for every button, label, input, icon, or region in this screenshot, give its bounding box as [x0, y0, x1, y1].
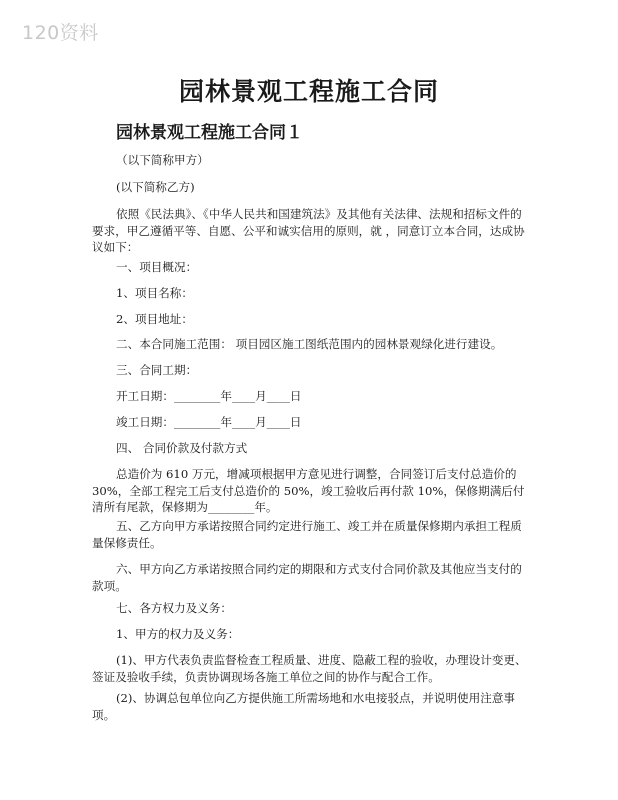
article-7-heading: 七、各方权力及义务： — [116, 601, 232, 615]
article-6-paragraph: 六、甲方向乙方承诺按照合同约定的期限和方式支付合同价款及其他应当支付的款项。 — [92, 562, 522, 593]
start-date-line: 开工日期：________年____月____日 — [116, 389, 302, 403]
watermark: 120资料 — [22, 22, 99, 44]
party-b-line: (以下简称乙方) — [116, 180, 195, 194]
article-2-scope: 二、本合同施工范围： 项目园区施工图纸范围内的园林景观绿化进行建设。 — [116, 337, 503, 351]
project-name-line: 1、项目名称： — [116, 286, 193, 300]
preamble-paragraph: 依照《民法典》、《中华人民共和国建筑法》及其他有关法律、法规和招标文件的要求，甲乙遵循平等、自愿、公平和诚实信用的原则，就 ，同意订立本合同，达成协议如下： — [92, 207, 525, 254]
article-1-heading: 一、项目概况： — [116, 260, 198, 274]
party-a-rights-heading: 1、甲方的权力及义务： — [116, 627, 240, 641]
article-3-heading: 三、合同工期： — [116, 363, 198, 377]
price-payment-paragraph: 总造价为 610 万元，增减项根据甲方意见进行调整，合同签订后支付总造价的 30%，全部工程完工后支付总造价的 50%，竣工验收后再付款 10%，保修期满后付清所有尾款，保修期为________年。 — [92, 467, 525, 514]
document-title: 园林景观工程施工合同 — [178, 77, 439, 106]
project-address-line: 2、项目地址： — [116, 312, 193, 326]
section-heading: 园林景观工程施工合同１ — [116, 123, 303, 143]
clause-2-paragraph: (2)、协调总包单位向乙方提供施工所需场地和水电接驳点，并说明使用注意事项。 — [92, 691, 516, 722]
completion-date-line: 竣工日期：________年____月____日 — [116, 415, 302, 429]
party-a-line: （以下简称甲方） — [116, 153, 209, 167]
article-5-paragraph: 五、乙方向甲方承诺按照合同约定进行施工、竣工并在质量保修期内承担工程质量保修责任。 — [92, 519, 522, 550]
article-4-heading: 四、 合同价款及付款方式 — [116, 441, 248, 455]
clause-1-paragraph: (1)、甲方代表负责监督检查工程质量、进度、隐蔽工程的验收，办理设计变更、签证及验收手续，负责协调现场各施工单位之间的协作与配合工作。 — [92, 653, 527, 684]
